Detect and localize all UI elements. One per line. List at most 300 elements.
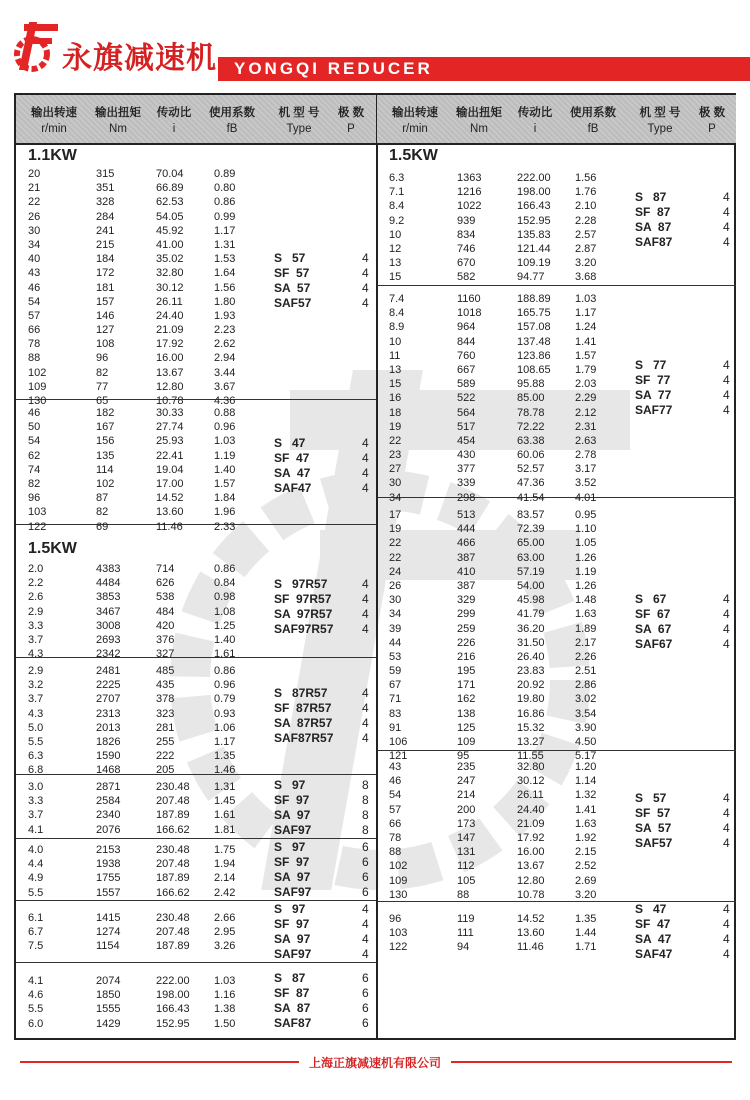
cell-torque: 1415 bbox=[96, 912, 121, 924]
table-row bbox=[377, 859, 736, 873]
cell-service-factor: 0.80 bbox=[214, 182, 236, 195]
cell-speed: 102 bbox=[28, 366, 47, 379]
table-row bbox=[377, 434, 736, 448]
table-row bbox=[377, 171, 736, 185]
model-poles: 4 bbox=[362, 436, 369, 450]
cell-speed: 3.7 bbox=[28, 633, 44, 646]
cell-speed: 122 bbox=[389, 941, 408, 954]
cell-ratio: 323 bbox=[156, 707, 175, 720]
cell-speed: 6.0 bbox=[28, 1017, 44, 1030]
model-poles: 6 bbox=[362, 971, 369, 985]
cell-service-factor: 1.56 bbox=[214, 281, 236, 294]
model-type: SF 97 bbox=[274, 793, 310, 807]
cell-ratio: 22.41 bbox=[156, 449, 184, 462]
cell-ratio: 23.83 bbox=[517, 665, 545, 678]
table-row bbox=[377, 874, 736, 888]
header-type-label: 机 型 号 bbox=[278, 107, 320, 119]
model-type: S 97 bbox=[274, 778, 306, 792]
cell-speed: 7.5 bbox=[28, 940, 44, 953]
cell-speed: 6.8 bbox=[28, 764, 44, 777]
cell-service-factor: 1.38 bbox=[214, 1003, 236, 1016]
cell-service-factor: 2.31 bbox=[575, 420, 597, 433]
model-row bbox=[274, 823, 374, 838]
table-row bbox=[16, 167, 376, 181]
model-type: SF 87 bbox=[635, 205, 671, 219]
table-header bbox=[16, 95, 376, 145]
cell-speed: 8.9 bbox=[389, 321, 405, 334]
header-poles-unit: P bbox=[347, 123, 355, 135]
model-poles: 4 bbox=[362, 686, 369, 700]
model-row bbox=[274, 622, 374, 637]
cell-service-factor: 3.52 bbox=[575, 477, 597, 490]
model-poles: 6 bbox=[362, 885, 369, 899]
cell-speed: 109 bbox=[389, 874, 408, 887]
table-row bbox=[377, 306, 736, 320]
cell-torque: 2481 bbox=[96, 665, 121, 677]
cell-torque: 1160 bbox=[457, 293, 481, 305]
cell-torque: 582 bbox=[457, 271, 476, 284]
model-row bbox=[635, 190, 735, 205]
cell-ratio: 157.08 bbox=[517, 321, 551, 334]
table-row bbox=[377, 692, 736, 706]
cell-torque: 3467 bbox=[96, 605, 121, 618]
model-row bbox=[635, 902, 735, 917]
cell-ratio: 13.60 bbox=[156, 506, 184, 519]
cell-torque: 167 bbox=[96, 421, 115, 434]
cell-torque: 182 bbox=[96, 407, 115, 419]
cell-service-factor: 2.51 bbox=[575, 665, 597, 678]
cell-service-factor: 2.12 bbox=[575, 406, 597, 419]
model-list bbox=[635, 902, 735, 962]
model-list bbox=[274, 971, 374, 1031]
cell-torque: 109 bbox=[457, 736, 476, 748]
header-service-factor-label: 使用系数 bbox=[209, 107, 255, 119]
cell-service-factor: 1.03 bbox=[575, 293, 597, 305]
cell-service-factor: 1.19 bbox=[575, 565, 597, 578]
cell-ratio: 95.88 bbox=[517, 378, 545, 391]
cell-ratio: 24.40 bbox=[156, 309, 184, 322]
cell-speed: 34 bbox=[389, 608, 402, 621]
cell-ratio: 222.00 bbox=[517, 172, 551, 184]
table-row bbox=[16, 210, 376, 224]
cell-ratio: 57.19 bbox=[517, 565, 545, 578]
cell-speed: 17 bbox=[389, 509, 402, 521]
cell-service-factor: 1.50 bbox=[214, 1017, 236, 1030]
cell-speed: 50 bbox=[28, 421, 41, 434]
cell-ratio: 21.09 bbox=[156, 324, 184, 337]
model-poles: 8 bbox=[362, 778, 369, 792]
cell-speed: 19 bbox=[389, 420, 402, 433]
cell-service-factor: 2.28 bbox=[575, 214, 597, 227]
cell-speed: 4.3 bbox=[28, 707, 44, 720]
cell-torque: 135 bbox=[96, 449, 115, 462]
cell-ratio: 187.89 bbox=[156, 940, 190, 953]
cell-service-factor: 1.24 bbox=[575, 321, 597, 334]
table-row bbox=[16, 749, 376, 763]
company-logo-icon bbox=[12, 18, 60, 76]
brand-name-cn: 永旗减速机 bbox=[62, 41, 217, 76]
table-row bbox=[377, 650, 736, 664]
header-type-label: 机 型 号 bbox=[639, 107, 681, 119]
cell-service-factor: 1.76 bbox=[575, 186, 597, 199]
cell-ratio: 152.95 bbox=[517, 214, 551, 227]
model-type: S 77 bbox=[635, 358, 667, 372]
model-row bbox=[274, 971, 374, 986]
model-row bbox=[274, 902, 374, 917]
spec-tables bbox=[14, 93, 736, 1040]
cell-ratio: 36.20 bbox=[517, 622, 545, 635]
cell-service-factor: 3.68 bbox=[575, 271, 597, 284]
cell-ratio: 70.04 bbox=[156, 168, 184, 180]
cell-torque: 1154 bbox=[96, 940, 120, 953]
model-type: SAF97R57 bbox=[274, 622, 334, 636]
cell-torque: 172 bbox=[96, 267, 115, 280]
cell-ratio: 13.67 bbox=[156, 366, 184, 379]
cell-ratio: 85.00 bbox=[517, 392, 545, 405]
cell-torque: 1850 bbox=[96, 989, 121, 1002]
model-type: SAF87 bbox=[274, 1016, 312, 1030]
model-type: SAF97 bbox=[274, 823, 312, 837]
table-row bbox=[377, 320, 736, 334]
cell-speed: 78 bbox=[28, 338, 41, 351]
model-row bbox=[635, 806, 735, 821]
model-type: S 97R57 bbox=[274, 577, 328, 591]
model-type: SA 87 bbox=[274, 1001, 311, 1015]
cell-speed: 13 bbox=[389, 363, 402, 376]
cell-speed: 57 bbox=[28, 309, 41, 322]
cell-torque: 746 bbox=[457, 242, 476, 255]
cell-ratio: 13.27 bbox=[517, 736, 545, 748]
cell-ratio: 327 bbox=[156, 648, 175, 661]
model-row bbox=[274, 466, 374, 481]
table-row bbox=[377, 270, 736, 284]
model-type: S 87 bbox=[635, 190, 667, 204]
cell-service-factor: 1.81 bbox=[214, 823, 236, 836]
model-row bbox=[635, 592, 735, 607]
model-list bbox=[274, 840, 374, 900]
cell-service-factor: 2.29 bbox=[575, 392, 597, 405]
cell-service-factor: 1.06 bbox=[214, 721, 236, 734]
model-row bbox=[274, 947, 374, 962]
cell-service-factor: 2.66 bbox=[214, 912, 236, 924]
cell-speed: 22 bbox=[28, 196, 41, 209]
cell-speed: 5.5 bbox=[28, 735, 44, 748]
table-row bbox=[377, 735, 736, 749]
cell-speed: 74 bbox=[28, 463, 41, 476]
header-poles-label: 极 数 bbox=[698, 107, 726, 119]
table-row bbox=[377, 462, 736, 476]
cell-torque: 670 bbox=[457, 257, 476, 270]
model-poles: 4 bbox=[362, 481, 369, 495]
table-section bbox=[377, 143, 736, 286]
cell-service-factor: 4.50 bbox=[575, 736, 597, 748]
cell-ratio: 30.12 bbox=[156, 281, 184, 294]
cell-ratio: 137.48 bbox=[517, 335, 551, 348]
model-row bbox=[274, 716, 374, 731]
model-row bbox=[274, 793, 374, 808]
cell-service-factor: 1.19 bbox=[214, 449, 236, 462]
cell-ratio: 31.50 bbox=[517, 636, 545, 649]
cell-ratio: 16.00 bbox=[517, 846, 545, 859]
cell-speed: 4.4 bbox=[28, 858, 44, 871]
cell-ratio: 538 bbox=[156, 591, 175, 604]
table-row bbox=[377, 678, 736, 692]
cell-ratio: 30.33 bbox=[156, 407, 184, 419]
cell-torque: 162 bbox=[457, 693, 476, 706]
right-table bbox=[377, 95, 736, 1038]
model-type: SA 47 bbox=[274, 466, 311, 480]
cell-service-factor: 1.17 bbox=[575, 307, 597, 320]
cell-speed: 20 bbox=[28, 168, 41, 180]
cell-ratio: 24.40 bbox=[517, 803, 545, 816]
power-rating: 1.1KW bbox=[28, 147, 77, 164]
header-output-torque-label: 输出扭矩 bbox=[456, 107, 502, 119]
cell-service-factor: 0.79 bbox=[214, 693, 236, 706]
cell-ratio: 26.11 bbox=[156, 295, 183, 308]
table-row bbox=[16, 195, 376, 209]
cell-speed: 3.2 bbox=[28, 679, 44, 692]
cell-service-factor: 1.79 bbox=[575, 363, 597, 376]
table-section bbox=[16, 143, 376, 407]
model-type: SF 57 bbox=[274, 266, 310, 280]
model-type: SAF97 bbox=[274, 947, 312, 961]
header-output-torque-label: 输出扭矩 bbox=[95, 107, 141, 119]
cell-speed: 43 bbox=[389, 761, 402, 773]
cell-ratio: 121.44 bbox=[517, 242, 551, 255]
cell-ratio: 47.36 bbox=[517, 477, 545, 490]
table-row bbox=[377, 522, 736, 536]
cell-speed: 66 bbox=[389, 817, 402, 830]
cell-service-factor: 0.99 bbox=[214, 210, 236, 223]
cell-ratio: 484 bbox=[156, 605, 175, 618]
cell-ratio: 281 bbox=[156, 721, 175, 734]
cell-torque: 147 bbox=[457, 831, 476, 844]
cell-service-factor: 0.86 bbox=[214, 563, 236, 575]
cell-ratio: 41.54 bbox=[517, 491, 545, 504]
model-list bbox=[274, 577, 374, 637]
cell-service-factor: 1.75 bbox=[214, 844, 236, 856]
cell-ratio: 188.89 bbox=[517, 293, 551, 305]
model-type: S 47 bbox=[274, 436, 306, 450]
cell-service-factor: 1.17 bbox=[214, 224, 236, 237]
cell-ratio: 435 bbox=[156, 679, 175, 692]
page-header bbox=[0, 0, 750, 92]
model-poles: 4 bbox=[362, 281, 369, 295]
cell-ratio: 378 bbox=[156, 693, 175, 706]
table-row bbox=[377, 476, 736, 490]
model-row bbox=[274, 1016, 374, 1031]
cell-ratio: 45.98 bbox=[517, 594, 545, 607]
cell-service-factor: 0.89 bbox=[214, 168, 236, 180]
cell-ratio: 11.46 bbox=[517, 941, 544, 954]
cell-speed: 130 bbox=[389, 888, 408, 901]
cell-torque: 241 bbox=[96, 224, 115, 237]
model-row bbox=[274, 1001, 374, 1016]
cell-speed: 24 bbox=[389, 565, 402, 578]
cell-torque: 247 bbox=[457, 775, 476, 788]
cell-ratio: 41.79 bbox=[517, 608, 545, 621]
cell-ratio: 30.12 bbox=[517, 775, 545, 788]
model-type: SAF77 bbox=[635, 403, 673, 417]
cell-torque: 939 bbox=[457, 214, 476, 227]
cell-torque: 157 bbox=[96, 295, 115, 308]
model-poles: 4 bbox=[362, 577, 369, 591]
model-poles: 8 bbox=[362, 793, 369, 807]
cell-torque: 2153 bbox=[96, 844, 121, 856]
cell-torque: 88 bbox=[457, 888, 470, 901]
table-row bbox=[16, 406, 376, 420]
cell-service-factor: 1.44 bbox=[575, 927, 597, 940]
model-type: SA 77 bbox=[635, 388, 672, 402]
table-section bbox=[16, 775, 376, 839]
model-type: SA 97 bbox=[274, 932, 311, 946]
cell-service-factor: 3.02 bbox=[575, 693, 597, 706]
table-section bbox=[16, 525, 376, 661]
cell-speed: 54 bbox=[28, 295, 41, 308]
cell-service-factor: 1.14 bbox=[575, 775, 597, 788]
table-row bbox=[16, 224, 376, 238]
cell-ratio: 21.09 bbox=[517, 817, 545, 830]
table-section bbox=[16, 400, 376, 533]
cell-torque: 2340 bbox=[96, 809, 121, 822]
model-poles: 4 bbox=[723, 403, 730, 417]
cell-speed: 2.2 bbox=[28, 577, 44, 590]
header-poles-label: 极 数 bbox=[337, 107, 365, 119]
cell-ratio: 10.78 bbox=[517, 888, 545, 901]
cell-torque: 138 bbox=[457, 707, 476, 720]
model-poles: 4 bbox=[723, 791, 730, 805]
power-rating: 1.5KW bbox=[28, 540, 77, 557]
cell-speed: 3.3 bbox=[28, 795, 44, 808]
cell-service-factor: 3.26 bbox=[214, 940, 236, 953]
cell-ratio: 26.11 bbox=[517, 789, 544, 802]
cell-ratio: 376 bbox=[156, 633, 175, 646]
cell-torque: 112 bbox=[457, 860, 475, 873]
cell-service-factor: 1.94 bbox=[214, 858, 236, 871]
cell-service-factor: 3.44 bbox=[214, 366, 236, 379]
cell-speed: 30 bbox=[389, 477, 402, 490]
cell-speed: 18 bbox=[389, 406, 402, 419]
cell-speed: 121 bbox=[389, 750, 408, 763]
cell-torque: 329 bbox=[457, 594, 476, 607]
cell-service-factor: 1.96 bbox=[214, 506, 236, 519]
model-row bbox=[274, 778, 374, 793]
header-service-factor-label: 使用系数 bbox=[570, 107, 616, 119]
cell-torque: 2013 bbox=[96, 721, 121, 734]
cell-service-factor: 2.15 bbox=[575, 846, 597, 859]
cell-ratio: 714 bbox=[156, 563, 175, 575]
cell-torque: 513 bbox=[457, 509, 476, 521]
cell-ratio: 14.52 bbox=[517, 913, 545, 925]
cell-ratio: 25.93 bbox=[156, 435, 184, 448]
model-row bbox=[635, 836, 735, 851]
cell-ratio: 135.83 bbox=[517, 228, 551, 241]
cell-ratio: 32.80 bbox=[156, 267, 184, 280]
cell-speed: 22 bbox=[389, 551, 402, 564]
table-row bbox=[377, 707, 736, 721]
cell-service-factor: 2.63 bbox=[575, 434, 597, 447]
cell-torque: 298 bbox=[457, 491, 476, 504]
cell-ratio: 65.00 bbox=[517, 537, 545, 550]
cell-service-factor: 4.36 bbox=[214, 395, 236, 407]
cell-torque: 564 bbox=[457, 406, 476, 419]
cell-ratio: 54.05 bbox=[156, 210, 184, 223]
table-section bbox=[377, 902, 736, 1038]
model-row bbox=[635, 821, 735, 836]
cell-ratio: 19.04 bbox=[156, 463, 184, 476]
cell-torque: 1557 bbox=[96, 886, 121, 899]
cell-ratio: 187.89 bbox=[156, 872, 190, 885]
table-row bbox=[377, 774, 736, 788]
cell-torque: 111 bbox=[457, 927, 474, 940]
cell-ratio: 166.43 bbox=[156, 1003, 190, 1016]
cell-ratio: 205 bbox=[156, 764, 175, 777]
model-list bbox=[274, 902, 374, 962]
model-poles: 4 bbox=[362, 466, 369, 480]
cell-ratio: 108.65 bbox=[517, 363, 551, 376]
cell-service-factor: 2.42 bbox=[214, 886, 236, 899]
cell-speed: 16 bbox=[389, 392, 402, 405]
cell-service-factor: 2.95 bbox=[214, 926, 236, 939]
footer-company: 上海正旗减速机有限公司 bbox=[299, 1056, 451, 1070]
cell-speed: 26 bbox=[28, 210, 41, 223]
cell-torque: 410 bbox=[457, 565, 476, 578]
cell-ratio: 123.86 bbox=[517, 349, 551, 362]
model-type: SF 77 bbox=[635, 373, 671, 387]
cell-ratio: 166.43 bbox=[517, 200, 551, 213]
cell-service-factor: 1.41 bbox=[575, 803, 597, 816]
model-poles: 6 bbox=[362, 1001, 369, 1015]
model-type: S 87R57 bbox=[274, 686, 328, 700]
table-row bbox=[16, 664, 376, 678]
cell-service-factor: 1.61 bbox=[214, 648, 236, 661]
header-output-torque-unit: Nm bbox=[470, 123, 488, 135]
cell-ratio: 32.80 bbox=[517, 761, 545, 773]
cell-speed: 109 bbox=[28, 380, 47, 393]
cell-service-factor: 1.80 bbox=[214, 295, 236, 308]
cell-service-factor: 1.53 bbox=[214, 253, 236, 266]
cell-speed: 96 bbox=[389, 913, 402, 925]
cell-speed: 4.6 bbox=[28, 989, 44, 1002]
cell-speed: 2.9 bbox=[28, 605, 44, 618]
model-type: SA 57 bbox=[635, 821, 672, 835]
table-row bbox=[16, 380, 376, 394]
cell-service-factor: 1.41 bbox=[575, 335, 597, 348]
cell-torque: 94 bbox=[457, 941, 470, 954]
model-type: SA 67 bbox=[635, 622, 672, 636]
cell-speed: 91 bbox=[389, 721, 402, 734]
cell-service-factor: 1.48 bbox=[575, 594, 597, 607]
cell-torque: 87 bbox=[96, 492, 109, 505]
cell-speed: 13 bbox=[389, 257, 402, 270]
cell-torque: 259 bbox=[457, 622, 476, 635]
cell-speed: 103 bbox=[389, 927, 408, 940]
model-type: SAF97 bbox=[274, 885, 312, 899]
table-row bbox=[377, 508, 736, 522]
cell-speed: 10 bbox=[389, 228, 402, 241]
cell-ratio: 12.80 bbox=[517, 874, 545, 887]
cell-torque: 387 bbox=[457, 579, 476, 592]
model-row bbox=[274, 870, 374, 885]
model-row bbox=[274, 436, 374, 451]
cell-service-factor: 3.67 bbox=[214, 380, 236, 393]
header-output-speed-label: 输出转速 bbox=[31, 107, 77, 119]
model-row bbox=[274, 731, 374, 746]
cell-speed: 27 bbox=[389, 463, 402, 476]
model-row bbox=[274, 481, 374, 496]
model-poles: 4 bbox=[723, 947, 730, 961]
cell-service-factor: 0.96 bbox=[214, 679, 236, 692]
